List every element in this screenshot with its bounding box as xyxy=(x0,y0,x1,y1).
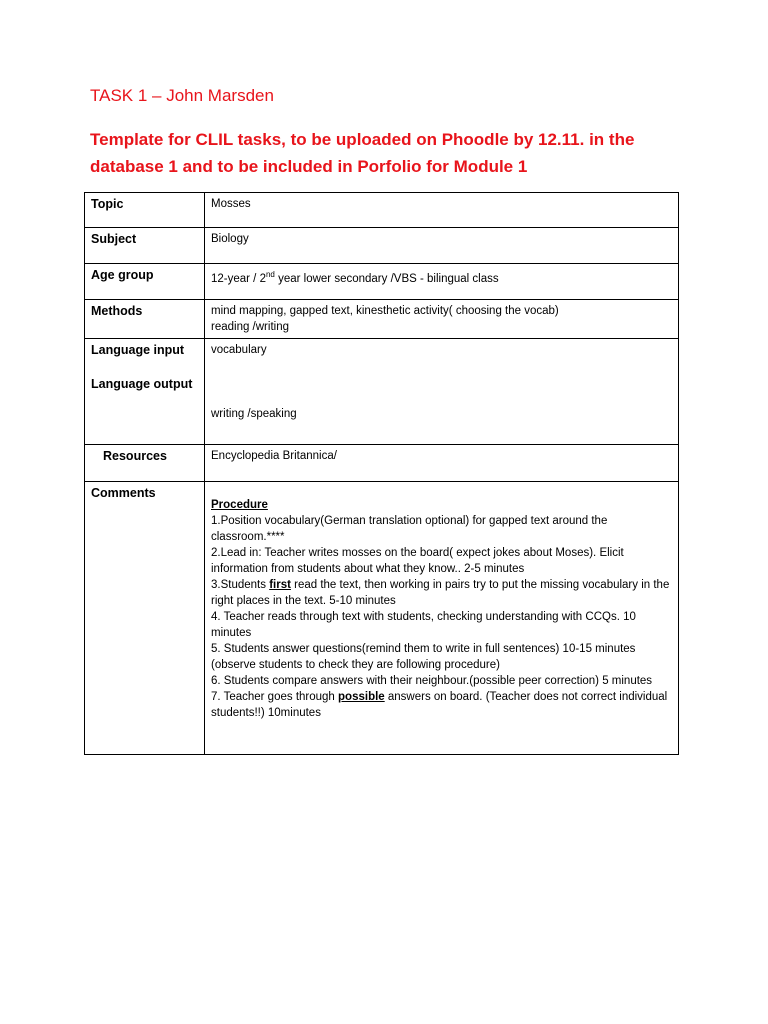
topic-value: Mosses xyxy=(205,193,679,228)
methods-line-2: reading /writing xyxy=(211,321,289,333)
subject-value: Biology xyxy=(205,228,679,264)
procedure-step-2: 2.Lead in: Teacher writes mosses on the board( expect jokes about Moses). Elicit information from students about what they know.. 2-5 minutes xyxy=(211,547,624,575)
procedure-heading: Procedure xyxy=(211,499,268,511)
language-values xyxy=(205,339,679,445)
resources-value: Encyclopedia Britannica/ xyxy=(205,445,679,482)
methods-value xyxy=(205,300,679,339)
language-input-label: Language input xyxy=(91,343,185,357)
language-output-label: Language output xyxy=(91,377,193,391)
step7-pre: 7. Teacher goes through xyxy=(211,691,339,703)
table-row-resources xyxy=(85,445,679,482)
subject-label: Subject xyxy=(85,228,205,264)
table-row-topic xyxy=(85,193,679,228)
clil-task-table xyxy=(84,192,679,755)
resources-label: Resources xyxy=(85,445,205,482)
procedure-step-3 xyxy=(211,577,672,609)
methods-line-1: mind mapping, gapped text, kinesthetic activity( choosing the vocab) xyxy=(211,305,559,317)
procedure-step-7 xyxy=(211,689,672,721)
step7-emphasis: possible xyxy=(338,691,385,703)
step3-emphasis: first xyxy=(269,579,291,591)
comments-label: Comments xyxy=(85,482,205,755)
procedure-step-4: 4. Teacher reads through text with students, checking understanding with CCQs. 10 minutes xyxy=(211,611,636,639)
language-input-value: vocabulary xyxy=(211,344,267,356)
procedure-step-5: 5. Students answer questions(remind them to write in full sentences) 10-15 minutes (observe students to check they are following procedure) xyxy=(211,643,636,671)
step3-post: read the text, then working in pairs try to put the missing vocabulary in the right places in the text. 5-10 minutes xyxy=(211,579,670,607)
table-row-comments xyxy=(85,482,679,755)
language-output-value: writing /speaking xyxy=(211,408,297,420)
age-group-value xyxy=(205,264,679,300)
table-row-methods xyxy=(85,300,679,339)
table-row-language xyxy=(85,339,679,445)
procedure-step-6: 6. Students compare answers with their neighbour.(possible peer correction) 5 minutes xyxy=(211,675,653,687)
table-row-subject xyxy=(85,228,679,264)
step3-pre: 3.Students xyxy=(211,579,270,591)
topic-label: Topic xyxy=(85,193,205,228)
table-row-age-group xyxy=(85,264,679,300)
procedure-step-1: 1.Position vocabulary(German translation optional) for gapped text around the classroom.**** xyxy=(211,515,608,543)
methods-label: Methods xyxy=(85,300,205,339)
step7-post: answers on board. (Teacher does not correct individual students!!) 10minutes xyxy=(211,691,668,719)
task-title: TASK 1 – John Marsden xyxy=(90,86,274,105)
age-group-label: Age group xyxy=(85,264,205,300)
age-value-sup: nd xyxy=(265,270,275,279)
age-value-post: year lower secondary /VBS - bilingual class xyxy=(274,272,499,285)
comments-procedure xyxy=(205,482,679,755)
age-value-pre: 12-year / 2 xyxy=(211,272,266,285)
template-subtitle: Template for CLIL tasks, to be uploaded on Phoodle by 12.11. in the database 1 and to be included in Porfolio for Module 1 xyxy=(90,130,635,176)
language-labels xyxy=(85,339,205,445)
